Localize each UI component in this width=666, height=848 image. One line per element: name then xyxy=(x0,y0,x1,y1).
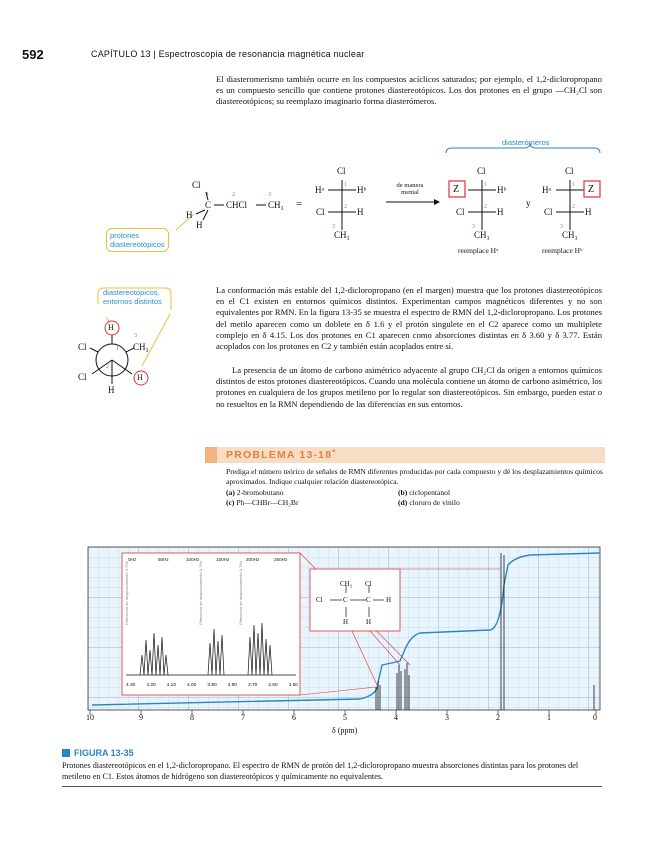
inset-top-tick-5: 250Hz xyxy=(274,557,288,562)
inset-bottom-tick-3: 4.00 xyxy=(186,683,197,688)
inset-c-left: C xyxy=(343,596,348,604)
newman-ch3: CH₃ xyxy=(133,342,149,352)
inset-cl-top: Cl xyxy=(365,580,372,588)
x-tick-0: 0 xyxy=(593,713,597,722)
r2-h: H xyxy=(585,207,592,217)
item-a-text: 2-bromobutano xyxy=(236,488,284,497)
problem-title xyxy=(226,448,337,461)
item-b-letter: (b) xyxy=(398,488,408,497)
r2-cl-top: Cl xyxy=(565,166,574,176)
r2-z: Z xyxy=(588,184,595,195)
r2-num-2: 2 xyxy=(572,204,575,210)
newman-cl-bottom: Cl xyxy=(78,372,87,382)
caption-rule xyxy=(62,786,602,787)
newman-num-2: 2 xyxy=(106,364,109,370)
inset-cl-left: Cl xyxy=(316,596,323,604)
inset-bottom-tick-1: 4.20 xyxy=(146,683,156,688)
inset-bottom-tick-6: 3.70 xyxy=(247,683,258,688)
item-b-text: ciclopentanol xyxy=(409,488,451,497)
x-axis-label: δ (ppm) xyxy=(332,726,358,735)
problem-body xyxy=(226,467,606,509)
inset-bottom-tick-0: 4.30 xyxy=(126,683,136,688)
inset-bottom-tick-7: 3.60 xyxy=(268,683,278,688)
replace-a-label: reemplace Hᵃ xyxy=(458,246,499,255)
x-tick-9: 9 xyxy=(139,713,143,722)
inset-h-bottom: H xyxy=(366,618,372,626)
protons-label-line1: protones xyxy=(110,231,140,240)
nmr-spectrum xyxy=(60,545,606,740)
inset-top-tick-1: 50Hz xyxy=(158,557,169,562)
atom-ch3: CH₃ xyxy=(268,200,284,210)
fischer-num-3: 3 xyxy=(332,224,335,230)
item-c-text: Ph—CHBr—CH₂Br xyxy=(236,498,299,507)
margin-label-line1: diastereotópicos, xyxy=(103,288,160,297)
inset-bottom-axis xyxy=(126,683,298,688)
x-tick-8: 8 xyxy=(190,713,194,722)
equals-sign: = xyxy=(296,198,303,210)
r1-z: Z xyxy=(453,184,460,195)
x-tick-4: 4 xyxy=(394,713,398,722)
replace-b-label: reemplace Hᵇ xyxy=(542,246,583,255)
protons-label-bubble xyxy=(106,228,169,252)
newman-h-bottom: H xyxy=(108,385,115,395)
inset-bottom-tick-8: 3.50 xyxy=(288,683,298,688)
atom-c1: C xyxy=(205,200,212,210)
r1-num-2: 2 xyxy=(484,204,487,210)
atom-h-a: H xyxy=(186,210,193,220)
margin-label-line2: entornos distintos xyxy=(103,297,162,306)
r1-ch3: CH₃ xyxy=(474,230,490,240)
atom-cl: Cl xyxy=(192,180,201,190)
fischer-cl: Cl xyxy=(316,207,325,217)
x-tick-7: 7 xyxy=(241,713,245,722)
conjunction-y: y xyxy=(526,198,531,208)
atom-h-b: H xyxy=(196,220,203,230)
main-paragraph-1: La conformación más estable del 1,2-dicloropropano (en el margen) muestra que los protones diastereotópicos en el C1 existen en entornos químicos distintos. Experimentan campos magnéticos diferentes y no son equivalentes por RMN. En la figura 13-35 se muestra el espectro de RMN del 1,2-dicloropropano. Los protones del metilo aparecen como un doblete en δ 1.6 y el protón singulete en el C2 aparece como un multiplete complejo en δ 4.15. Los dos protones en C1 aparecen como absorciones distintas en δ 3.60 y δ 3.77. Están acoplados con los protones en C2 y también están acoplados entre sí. xyxy=(216,285,602,352)
newman-h-top: H xyxy=(108,323,114,332)
inset-offset-label-1: Diferencia de desplazamiento 0.7Hz xyxy=(124,560,129,625)
diastereomer-scheme xyxy=(60,130,620,280)
inset-ch3: CH₃ xyxy=(340,580,353,588)
fischer-cl-top: Cl xyxy=(337,166,346,176)
r1-cl: Cl xyxy=(456,207,465,217)
inset-top-tick-4: 200Hz xyxy=(246,557,260,562)
r2-num-1: 1 xyxy=(572,182,575,188)
carbon-number-3: 3 xyxy=(268,192,271,198)
x-tick-1: 1 xyxy=(547,713,551,722)
problem-items xyxy=(226,487,606,509)
problem-header-tab xyxy=(205,447,217,463)
atom-chcl: CHCl xyxy=(226,200,248,210)
inset-offset-label-2: Diferencia de desplazamiento 0.7Hz xyxy=(198,560,203,625)
diastereomers-label: diasterómeros xyxy=(502,138,550,147)
newman-num-3: 3 xyxy=(134,333,137,339)
arrow-label-line1: de manera xyxy=(396,182,424,189)
newman-h-right: H xyxy=(137,373,143,382)
problem-title-text: PROBLEMA 13-18 xyxy=(226,449,333,461)
fischer-h: H xyxy=(357,207,364,217)
arrow-label xyxy=(390,182,430,196)
fischer-hb: Hᵇ xyxy=(357,185,367,195)
newman-cl-left: Cl xyxy=(78,342,87,352)
figure-label xyxy=(62,748,134,758)
protons-label-line2: diastereotópicos xyxy=(110,240,165,249)
fischer-ha: Hᵃ xyxy=(315,185,324,195)
item-a-letter: (a) xyxy=(226,488,235,497)
x-tick-2: 2 xyxy=(496,713,500,722)
page-number: 592 xyxy=(22,47,44,62)
figure-square-icon xyxy=(62,749,70,757)
inset-bottom-tick-2: 4.10 xyxy=(166,683,176,688)
main-paragraph-2: La presencia de un átomo de carbono asimétrico adyacente al grupo CH₂Cl da origen a entornos químicos distintos de estos protones diastereotópicos. Cuando una molécula contiene un átomo de carbono asimétrico, los protones en cualquiera de los grupos metileno por lo regular son diastereotópicos. Sin embargo, pueden estar o no resueltos en la RMN dependiendo de las diferencias en sus entornos. xyxy=(216,365,602,409)
inset-bottom-tick-5: 3.80 xyxy=(227,683,237,688)
intro-paragraph: El diasteromerismo también ocurre en los compuestos acíclicos saturados; por ejemplo, el 1,2-dicloropropano es un compuesto sencillo que contiene protones diastereotópicos. Los dos protones en el grupo —CH₂Cl son diastereotópicos; su reemplazo imaginario forma diasterómeros. xyxy=(216,74,602,107)
r1-num-1: 1 xyxy=(484,182,487,188)
fischer-ch3: CH₃ xyxy=(334,230,350,240)
carbon-number-1: 1 xyxy=(206,192,209,198)
figure-label-text: FIGURA 13-35 xyxy=(74,748,134,758)
item-c-letter: (c) xyxy=(226,498,235,507)
r1-cl-top: Cl xyxy=(477,166,486,176)
x-tick-3: 3 xyxy=(445,713,449,722)
inset-c-right: C xyxy=(366,596,371,604)
item-d-text: cloruro de vinilo xyxy=(409,498,460,507)
inset-h-left: H xyxy=(343,618,349,626)
fischer-num-1: 1 xyxy=(344,182,347,188)
inset-h-right: H xyxy=(386,596,392,604)
inset-top-tick-0: 0Hz xyxy=(128,557,137,562)
fischer-num-2: 2 xyxy=(344,204,347,210)
x-tick-6: 6 xyxy=(292,713,296,722)
r1-hb: Hᵇ xyxy=(497,185,507,195)
inset-offset-label-3: Diferencia de desplazamiento 0.7Hz xyxy=(238,560,243,625)
inset-bottom-tick-4: 3.90 xyxy=(207,683,217,688)
r2-cl: Cl xyxy=(544,207,553,217)
x-tick-10: 10 xyxy=(86,713,94,722)
r1-num-3: 3 xyxy=(472,224,475,230)
newman-projection xyxy=(70,284,206,414)
item-d-letter: (d) xyxy=(398,498,408,507)
spectrum-plot xyxy=(60,545,606,740)
carbon-number-2: 2 xyxy=(232,192,235,198)
r2-ha: Hᵃ xyxy=(542,185,551,195)
margin-label xyxy=(100,286,165,308)
figure-caption: Protones diastereotópicos en el 1,2-dicloropropano. El espectro de RMN de protón del 1,2-dicloropropano muestra absorciones distintas para los protones del metileno en C1. Estos átomos de hidrógeno son diastereotópicos y químicamente no equivalentes. xyxy=(62,761,579,781)
chapter-title: CAPÍTULO 13 | Espectroscopia de resonancia magnética nuclear xyxy=(91,49,365,59)
problem-star: * xyxy=(332,448,337,457)
arrow-label-line2: mental xyxy=(401,189,419,196)
inset-top-tick-2: 100Hz xyxy=(186,557,200,562)
r2-num-3: 3 xyxy=(560,224,563,230)
inset-top-tick-3: 150Hz xyxy=(216,557,230,562)
r2-ch3: CH₃ xyxy=(562,230,578,240)
problem-text: Prediga el número teórico de señales de RMN diferentes producidas por cada compuesto y dé los desplazamientos químicos aproximados. Indique cualquier relación diastereotópica. xyxy=(226,467,603,486)
x-tick-5: 5 xyxy=(343,713,347,722)
r1-h: H xyxy=(497,207,504,217)
scheme-lines xyxy=(60,130,620,280)
newman-num-1: 1 xyxy=(116,346,119,352)
